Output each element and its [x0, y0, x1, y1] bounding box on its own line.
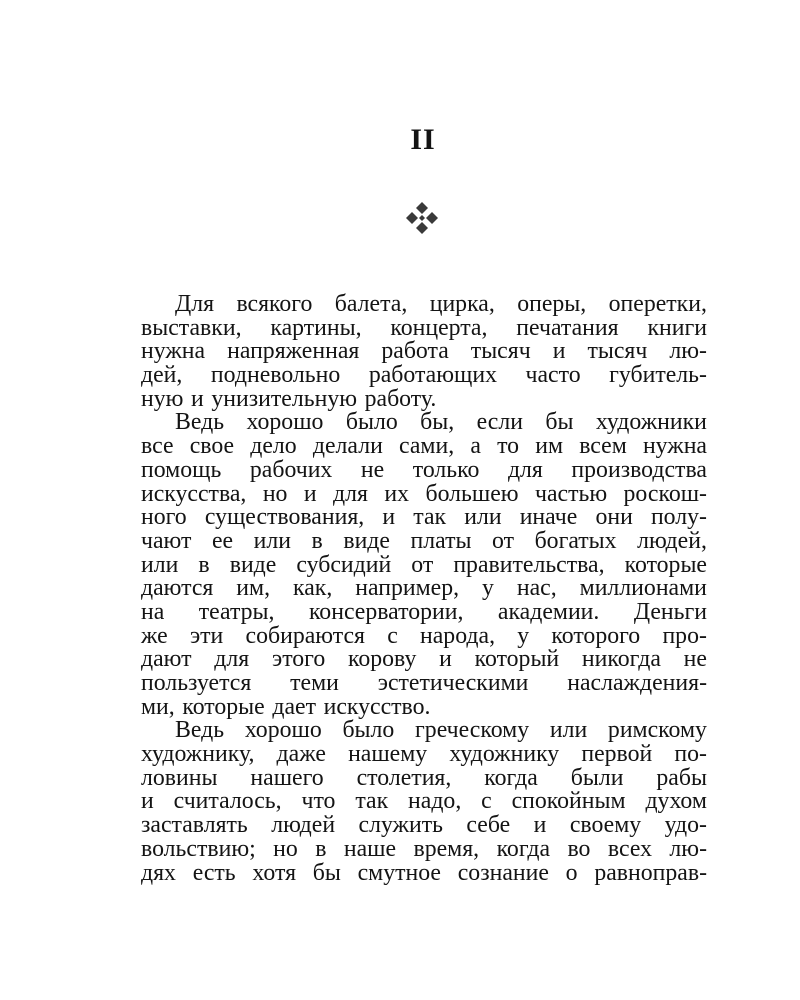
chapter-number: II — [410, 123, 436, 156]
text-line: же эти собираются с народа, у которого про- — [141, 622, 707, 649]
text-line: пользуется теми эстетическими наслаждения- — [141, 670, 707, 696]
text-line: художнику, даже нашему художнику первой по- — [141, 741, 707, 768]
text-line: даются им, как, например, у нас, миллионами — [141, 575, 707, 602]
text-line: нужна напряженная работа тысяч и тысяч лю- — [141, 338, 707, 365]
text-line: или в виде субсидий от правительства, которые — [141, 551, 707, 578]
text-line: ного существования, и так или иначе они полу- — [141, 504, 707, 531]
text-line: дях есть хотя бы смутное сознание о равноправ- — [141, 859, 707, 886]
text-line: чают ее или в виде платы от богатых людей, — [141, 527, 707, 554]
text-line: выставки, картины, концерта, печатания книги — [141, 314, 707, 341]
text-line: ловины нашего столетия, когда были рабы — [141, 764, 707, 791]
text-line: ную и унизительную работу. — [141, 385, 437, 412]
text-line: Для всякого балета, цирка, оперы, оперетки, — [175, 291, 707, 317]
text-line: Ведь хорошо было бы, если бы художники — [175, 409, 707, 436]
text-line: все свое дело делали сами, а то им всем нужна — [141, 433, 707, 460]
text-line: дей, подневольно работающих часто губитель- — [141, 362, 707, 389]
text-line: вольствию; но в наше время, когда во всех лю- — [141, 835, 707, 862]
text-line: ми, которые дает искусство. — [141, 693, 431, 720]
four-diamond-fleuron-icon — [403, 199, 441, 237]
text-line: и считалось, что так надо, с спокойным духом — [141, 788, 707, 815]
text-line: заставлять людей служить себе и своему удо- — [141, 812, 707, 839]
text-line: искусства, но и для их большею частью роскош- — [141, 480, 707, 507]
body-text — [141, 293, 707, 885]
text-line: на театры, консерватории, академии. Деньги — [141, 598, 707, 625]
text-line: дают для этого корову и который никогда не — [141, 646, 707, 673]
text-line: Ведь хорошо было греческому или римскому — [175, 717, 707, 744]
text-line: помощь рабочих не только для производства — [141, 456, 707, 483]
